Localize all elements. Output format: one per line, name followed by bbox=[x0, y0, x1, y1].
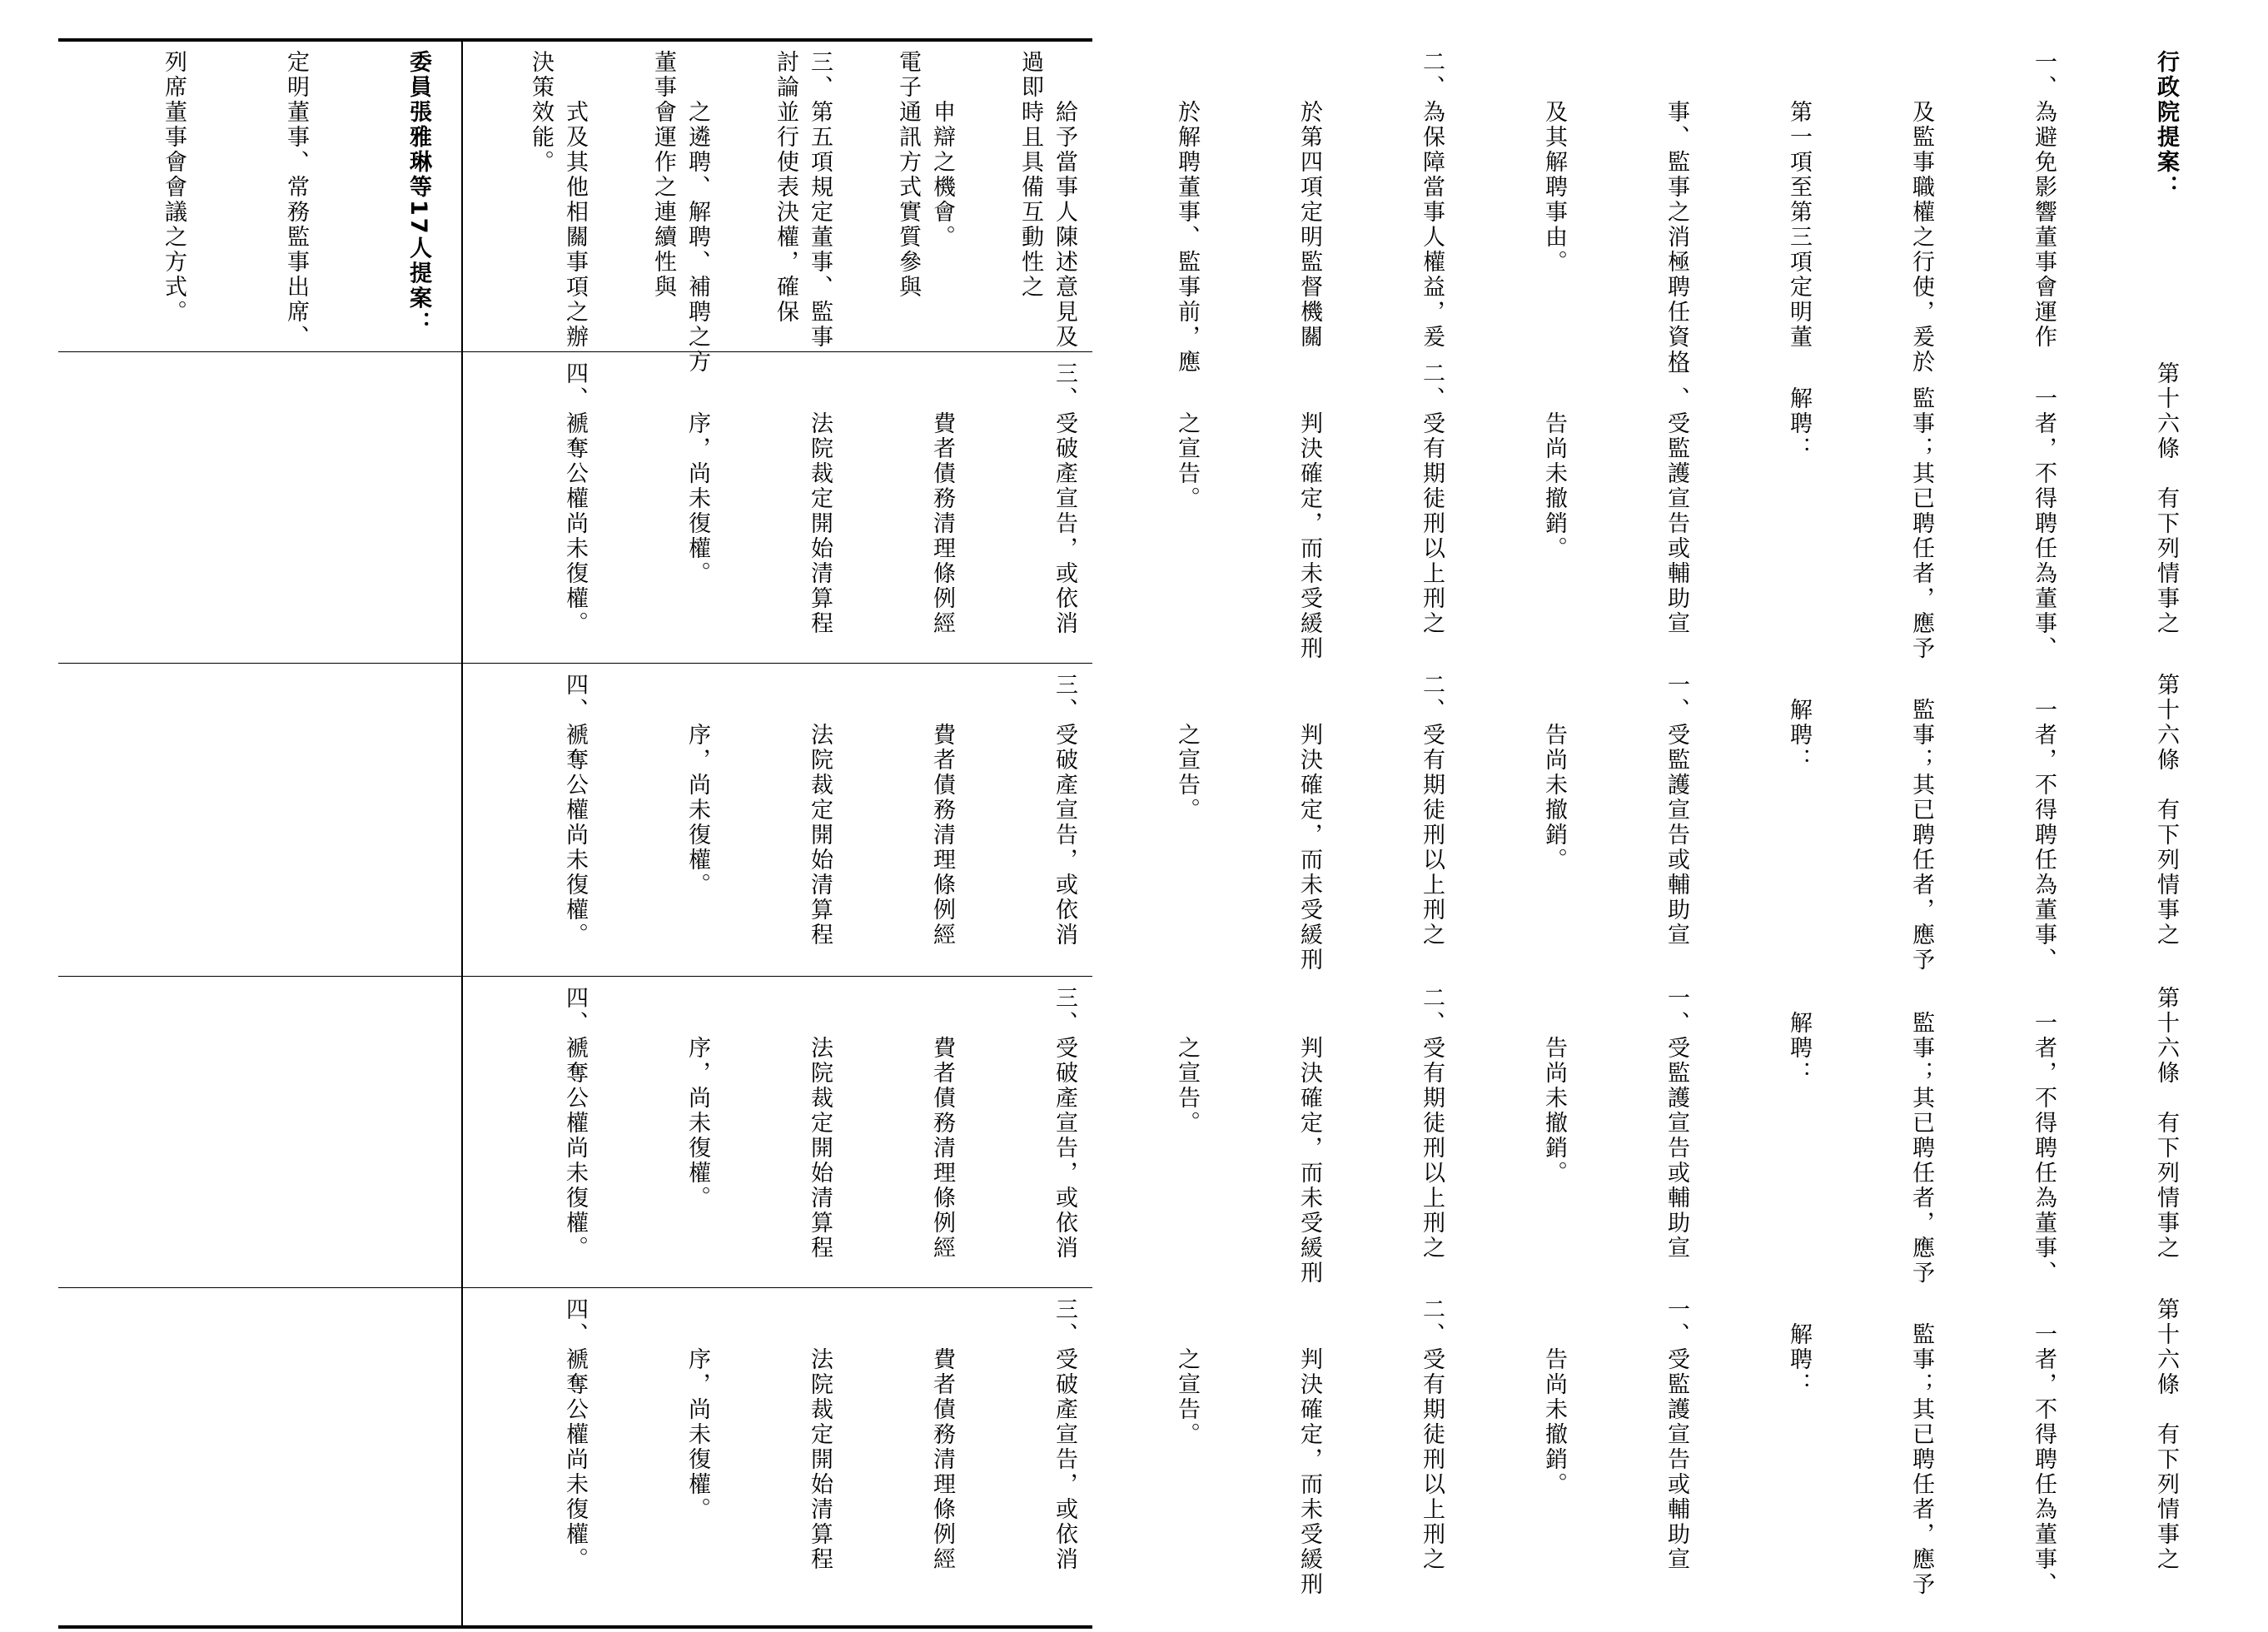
text-line: 四、褫奪公權尚未復權。 bbox=[562, 361, 588, 636]
text-line: 三、受破產宣告，或依消 bbox=[1052, 1297, 1077, 1572]
text-line: 二、為保障當事人權益，爰 bbox=[1419, 50, 1445, 350]
row3-right-cell bbox=[473, 673, 2179, 973]
text-line: 申辯之機會。 bbox=[929, 50, 955, 250]
text-line: 及監事職權之行使，爰於 bbox=[1908, 50, 1934, 375]
text-line: 二、受有期徒刑以上刑之 bbox=[1419, 361, 1445, 636]
text-line: 告尚未撤銷。 bbox=[1541, 361, 1567, 561]
text-line: 三、受破產宣告，或依消 bbox=[1052, 986, 1077, 1261]
text-line: 三、受破產宣告，或依消 bbox=[1052, 361, 1077, 636]
text-line: 序，尚未復權。 bbox=[684, 361, 710, 586]
text-line: 之宣告。 bbox=[1174, 986, 1200, 1136]
proposal-heading: 委員張雅琳等17人提案： bbox=[405, 50, 431, 336]
text-line: 解聘： bbox=[1786, 361, 1812, 461]
text-line: 解聘： bbox=[1786, 986, 1812, 1086]
text-line: 一、受監護宣告或輔助宣 bbox=[1664, 673, 1689, 948]
text-line: 一、為避免影響董事會運作 bbox=[2031, 50, 2057, 350]
text-line: 於第四項定明監督機關 bbox=[1296, 50, 1322, 350]
row1-right-cell bbox=[473, 50, 2179, 375]
text-line: 討論並行使表決權，確保 bbox=[773, 50, 798, 325]
text-line: 第十六條 有下列情事之 bbox=[2153, 361, 2179, 636]
row1-right-text bbox=[473, 50, 2268, 375]
text-line: 第十六條 有下列情事之 bbox=[2153, 673, 2179, 948]
text-line: 告尚未撤銷。 bbox=[1541, 1297, 1567, 1497]
text-line: 費者債務清理條例經 bbox=[929, 361, 955, 636]
table-bottom-rule bbox=[58, 1625, 1092, 1629]
text-line: 式及其他相關事項之辦 bbox=[562, 50, 588, 350]
table-top-rule bbox=[58, 38, 1092, 42]
row-divider bbox=[58, 663, 1092, 664]
text-line: 一者，不得聘任為董事、 bbox=[2031, 673, 2057, 973]
text-line: 序，尚未復權。 bbox=[684, 1297, 710, 1522]
text-line: 第十六條 有下列情事之 bbox=[2153, 986, 2179, 1261]
article-16-text bbox=[473, 673, 2268, 973]
comparison-table bbox=[58, 38, 2179, 1632]
text-line: 序，尚未復權。 bbox=[684, 673, 710, 898]
text-line: 判決確定，而未受緩刑 bbox=[1296, 986, 1322, 1286]
text-line: 之宣告。 bbox=[1174, 361, 1200, 511]
article-16-text bbox=[473, 361, 2268, 661]
text-line: 三、第五項規定董事、監事 bbox=[807, 50, 833, 350]
text-line: 告尚未撤銷。 bbox=[1541, 986, 1567, 1186]
text-line: 第十六條 有下列情事之 bbox=[2153, 1297, 2179, 1572]
text-line: 一者，不得聘任為董事、 bbox=[2031, 361, 2057, 661]
text-line: 給予當事人陳述意見及 bbox=[1052, 50, 1077, 350]
article-16-text bbox=[473, 1297, 2268, 1617]
text-line: 法院裁定開始清算程 bbox=[807, 986, 833, 1261]
text-line: 監事；其已聘任者，應予 bbox=[1908, 361, 1934, 661]
row-divider bbox=[58, 1287, 1092, 1288]
text-line: 事、監事之消極聘任資格 bbox=[1664, 50, 1689, 375]
text-line: 一、受監護宣告或輔助宣 bbox=[1664, 1297, 1689, 1572]
text-line: 之遴聘、解聘、補聘之方 bbox=[684, 50, 710, 375]
row5-right-cell bbox=[473, 1297, 2179, 1617]
text-line: 序，尚未復權。 bbox=[684, 986, 710, 1211]
article-16-text bbox=[473, 986, 2268, 1286]
text-line: 一者，不得聘任為董事、 bbox=[2031, 986, 2057, 1286]
text-line: 一者，不得聘任為董事、 bbox=[2031, 1297, 2057, 1597]
text-line: 四、褫奪公權尚未復權。 bbox=[562, 1297, 588, 1572]
text-line: 電子通訊方式實質參與 bbox=[895, 50, 921, 300]
text-line: 法院裁定開始清算程 bbox=[807, 673, 833, 948]
text-line: 判決確定，而未受緩刑 bbox=[1296, 361, 1322, 661]
text-line: 三、受破產宣告，或依消 bbox=[1052, 673, 1077, 948]
text-line: 過即時且具備互動性之 bbox=[1017, 50, 1043, 300]
text-line: 四、褫奪公權尚未復權。 bbox=[562, 986, 588, 1261]
text-line: 解聘： bbox=[1786, 673, 1812, 773]
text-line: 法院裁定開始清算程 bbox=[807, 361, 833, 636]
text-line: 告尚未撤銷。 bbox=[1541, 673, 1567, 873]
text-line: 之宣告。 bbox=[1174, 1297, 1200, 1447]
text-line: 費者債務清理條例經 bbox=[929, 1297, 955, 1572]
text-line: 一、受監護宣告或輔助宣 bbox=[1664, 361, 1689, 636]
text-line: 一、受監護宣告或輔助宣 bbox=[1664, 986, 1689, 1261]
row2-right-cell bbox=[473, 361, 2179, 661]
text-line: 監事；其已聘任者，應予 bbox=[1908, 673, 1934, 973]
text-line: 二、受有期徒刑以上刑之 bbox=[1419, 986, 1445, 1261]
text-line: 判決確定，而未受緩刑 bbox=[1296, 673, 1322, 973]
text-line: 定明董事、常務監事出席、 bbox=[283, 50, 309, 350]
text-line: 及其解聘事由。 bbox=[1541, 50, 1567, 275]
text-line: 監事；其已聘任者，應予 bbox=[1908, 1297, 1934, 1597]
text-line: 解聘： bbox=[1786, 1297, 1812, 1397]
text-line: 監事；其已聘任者，應予 bbox=[1908, 986, 1934, 1286]
row-divider bbox=[58, 976, 1092, 977]
row4-right-cell bbox=[473, 986, 2179, 1286]
row-divider bbox=[58, 351, 1092, 352]
text-line: 二、受有期徒刑以上刑之 bbox=[1419, 673, 1445, 948]
text-line: 董事會運作之連續性與 bbox=[650, 50, 676, 300]
text-line: 法院裁定開始清算程 bbox=[807, 1297, 833, 1572]
text-line: 決策效能。 bbox=[528, 50, 554, 175]
proposal-heading: 行政院提案： bbox=[2153, 50, 2179, 200]
text-line: 費者債務清理條例經 bbox=[929, 986, 955, 1261]
text-line: 費者債務清理條例經 bbox=[929, 673, 955, 948]
text-line: 之宣告。 bbox=[1174, 673, 1200, 823]
text-line: 判決確定，而未受緩刑 bbox=[1296, 1297, 1322, 1597]
text-line: 於解聘董事、監事前，應 bbox=[1174, 50, 1200, 375]
text-line: 二、受有期徒刑以上刑之 bbox=[1419, 1297, 1445, 1572]
text-line: 列席董事會會議之方式。 bbox=[161, 50, 187, 325]
text-line: 四、褫奪公權尚未復權。 bbox=[562, 673, 588, 948]
text-line: 第一項至第三項定明董 bbox=[1786, 50, 1812, 350]
